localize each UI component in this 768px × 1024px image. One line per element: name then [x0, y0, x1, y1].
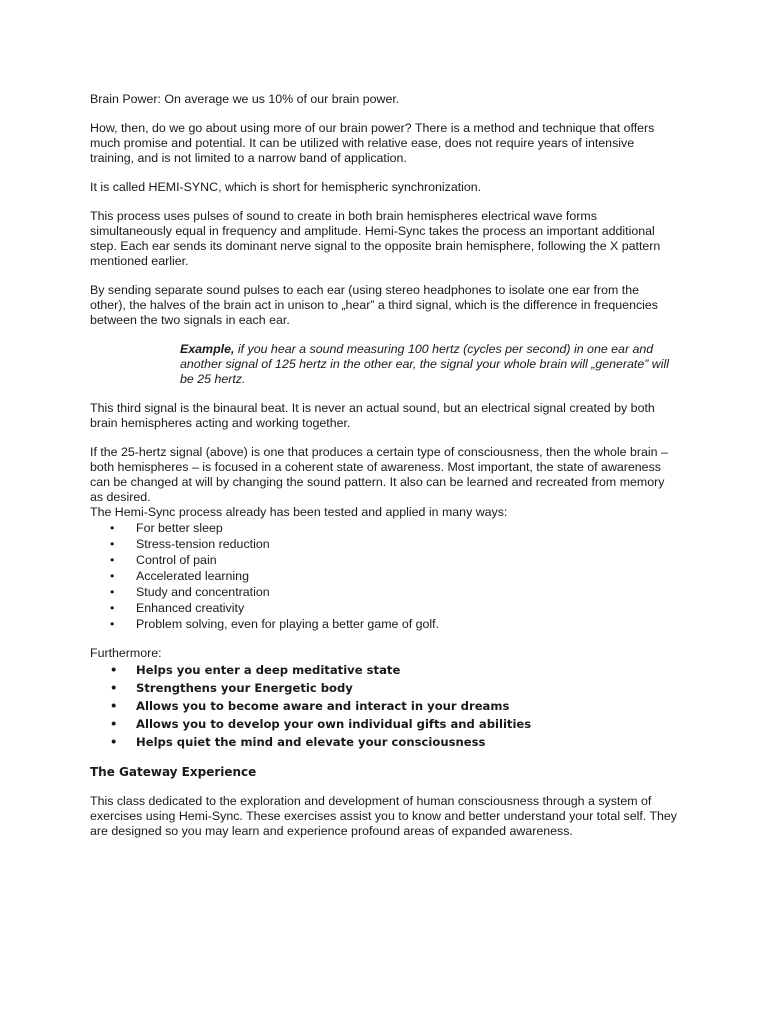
paragraph-coherent-state: If the 25-hertz signal (above) is one that produces a certain type of consciousness, then the whole brain – both hemispheres – is focused in a coherent state of awareness. Most important, the state of awareness can be changed at will by changing the sound pattern. It also can be learned and recreated from memory as desired.	[90, 445, 668, 504]
paragraph-gateway: This class dedicated to the exploration and development of human consciousness through a system of exercises using Hemi-Sync. These exercises assist you to know and better understand your total self. They are designed so you may learn and experience profound areas of expanded awareness.	[90, 794, 678, 838]
paragraph-hemisync-name: It is called HEMI-SYNC, which is short for hemispheric synchronization.	[90, 180, 482, 194]
list-item: • Control of pain	[90, 552, 678, 568]
list-item: • Allows you to develop your own individual gifts and abilities	[90, 715, 678, 733]
paragraph-sound-pulses: By sending separate sound pulses to each ear (using stereo headphones to isolate one ear from the other), the halves of the brain act in unison to „hear” a third signal, which is the difference in frequencies between the two signals in each ear.	[90, 283, 658, 327]
section-heading-gateway: The Gateway Experience	[90, 765, 257, 779]
paragraph-applications-intro: The Hemi-Sync process already has been tested and applied in many ways:	[90, 505, 508, 519]
uses-list	[90, 520, 678, 632]
benefits-list	[90, 661, 678, 751]
list-item: • Accelerated learning	[90, 568, 678, 584]
example-text: if you hear a sound measuring 100 hertz (cycles per second) in one ear and another signal of 125 hertz in the other ear, the signal your whole brain will „generate” will be 25 hertz.	[180, 342, 670, 386]
paragraph-method: How, then, do we go about using more of our brain power? There is a method and technique that offers much promise and potential. It can be utilized with relative ease, does not require years of intensive training, and is not limited to a narrow band of application.	[90, 121, 655, 165]
list-item: • Helps you enter a deep meditative state	[90, 661, 678, 679]
list-item: • Strengthens your Energetic body	[90, 679, 678, 697]
example-label: Example,	[180, 342, 235, 356]
list-item: • Helps quiet the mind and elevate your consciousness	[90, 733, 678, 751]
paragraph-binaural-beat: This third signal is the binaural beat. It is never an actual sound, but an electrical signal created by both brain hemispheres acting and working together.	[90, 401, 655, 430]
intro-line: Brain Power: On average we us 10% of our brain power.	[90, 92, 400, 106]
list-item: • Stress-tension reduction	[90, 536, 678, 552]
list-item: • Problem solving, even for playing a better game of golf.	[90, 616, 678, 632]
list-item: • Allows you to become aware and interact in your dreams	[90, 697, 678, 715]
list-item: • Enhanced creativity	[90, 600, 678, 616]
list-item: • For better sleep	[90, 520, 678, 536]
document-page	[90, 92, 678, 839]
example-block	[180, 342, 680, 387]
paragraph-process: This process uses pulses of sound to create in both brain hemispheres electrical wave forms simultaneously equal in frequency and amplitude. Hemi-Sync takes the process an important additional step. Each ear sends its dominant nerve signal to the opposite brain hemisphere, following the X pattern mentioned earlier.	[90, 209, 661, 268]
list-item: • Study and concentration	[90, 584, 678, 600]
furthermore-label: Furthermore:	[90, 646, 162, 660]
